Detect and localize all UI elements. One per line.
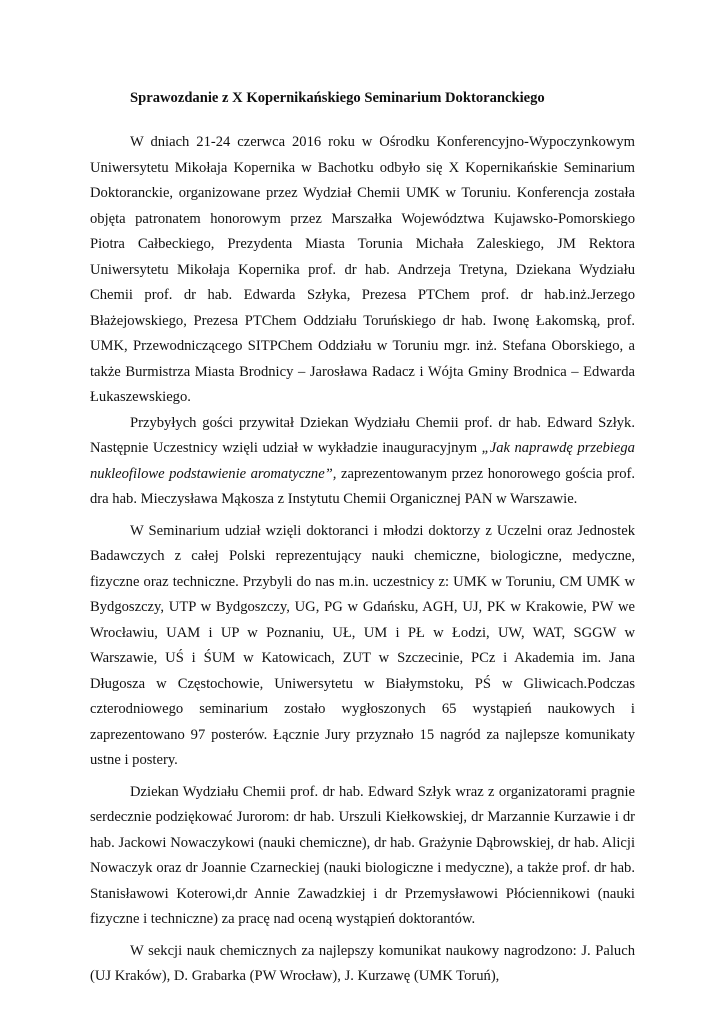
paragraph-opening-lecture-end: zaprezentowanym przez honorowego gościa prof. dra hab. Mieczysława Mąkosza z Instytutu Chemii Organicznej PAN w Warszawie. [90, 465, 635, 507]
paragraph-opening-lecture [90, 411, 635, 513]
lecture-title: „Jak naprawdę przebiega nukleofilowe podstawienie aromatyczne”, [90, 440, 635, 482]
paragraph-opening-lecture-start: Przybyłych gości przywitał Dziekan Wydziału Chemii prof. dr hab. Edward Szłyk. Następnie Uczestnicy wzięli udział w wykładzie inauguracyjnym [90, 414, 635, 456]
document-title: Sprawozdanie z X Kopernikańskiego Seminarium Doktoranckiego [130, 90, 545, 106]
paragraph-participants: W Seminarium udział wzięli doktoranci i młodzi doktorzy z Uczelni oraz Jednostek Badawczych z całej Polski reprezentujący nauki chemiczne, biologiczne, medyczne, fizyczne oraz techniczne. Przybyli do nas m.in. uczestnicy z: UMK w Toruniu, CM UMK w Bydgoszczy, UTP w Bydgoszczy, UG, PG w Gdańsku, AGH, UJ, PK w Krakowie, PW we Wrocławiu, UAM i UP w Poznaniu, UŁ, UM i PŁ w Łodzi, UW, WAT, SGGW w Warszawie, UŚ i ŚUM w Katowicach, ZUT w Szczecinie, PCz i Akademia im. Jana Długosza w Częstochowie, Uniwersytetu w Białymstoku, PŚ w Gliwicach.Podczas czterodniowego seminarium zostało wygłoszonych 65 wystąpień naukowych i zaprezentowano 97 posterów. Łącznie Jury przyznało 15 nagród za najlepsze komunikaty ustne i postery. [90, 522, 635, 768]
paragraph-intro: W dniach 21-24 czerwca 2016 roku w Ośrodku Konferencyjno-Wypoczynkowym Uniwersytetu Mikołaja Kopernika w Bachotku odbyło się X Kopernikańskie Seminarium Doktoranckie, organizowane przez Wydział Chemii UMK w Toruniu. Konferencja została objęta patronatem honorowym przez Marszałka Województwa Kujawsko-Pomorskiego Piotra Całbeckiego, Prezydenta Miasta Torunia Michała Zaleskiego, JM Rektora Uniwersytetu Mikołaja Kopernika prof. dr hab. Andrzeja Tretyna, Dziekana Wydziału Chemii prof. dr hab. Edwarda Szłyka, Prezesa PTChem prof. dr hab.inż.Jerzego Błażejowskiego, Prezesa PTChem Oddziału Toruńskiego dr hab. Iwonę Łakomską, prof. UMK, Przewodniczącego SITPChem Oddziału w Toruniu mgr. inż. Stefana Oborskiego, a także Burmistrza Miasta Brodnicy – Jarosława Radacz i Wójta Gminy Brodnica – Edwarda Łukaszewskiego. [90, 134, 635, 405]
paragraph-jury-thanks: Dziekan Wydziału Chemii prof. dr hab. Edward Szłyk wraz z organizatorami pragnie serdecznie podziękować Jurorom: dr hab. Urszuli Kiełkowskiej, dr Marzannie Kurzawie i dr hab. Jackowi Nowaczykowi (nauki chemiczne), dr hab. Grażynie Dąbrowskiej, dr hab. Alicji Nowaczyk oraz dr Joannie Czarneckiej (nauki biologiczne i medyczne), a także prof. dr hab. Stanisławowi Koterowi,dr Annie Zawadzkiej i dr Przemysławowi Płóciennikowi (nauki fizyczne i techniczne) za pracę nad oceną wystąpień doktorantów. [90, 783, 635, 927]
paragraph-awards: W sekcji nauk chemicznych za najlepszy komunikat naukowy nagrodzono: J. Paluch (UJ Kraków), D. Grabarka (PW Wrocław), J. Kurzawę (UMK Toruń), [90, 942, 635, 984]
